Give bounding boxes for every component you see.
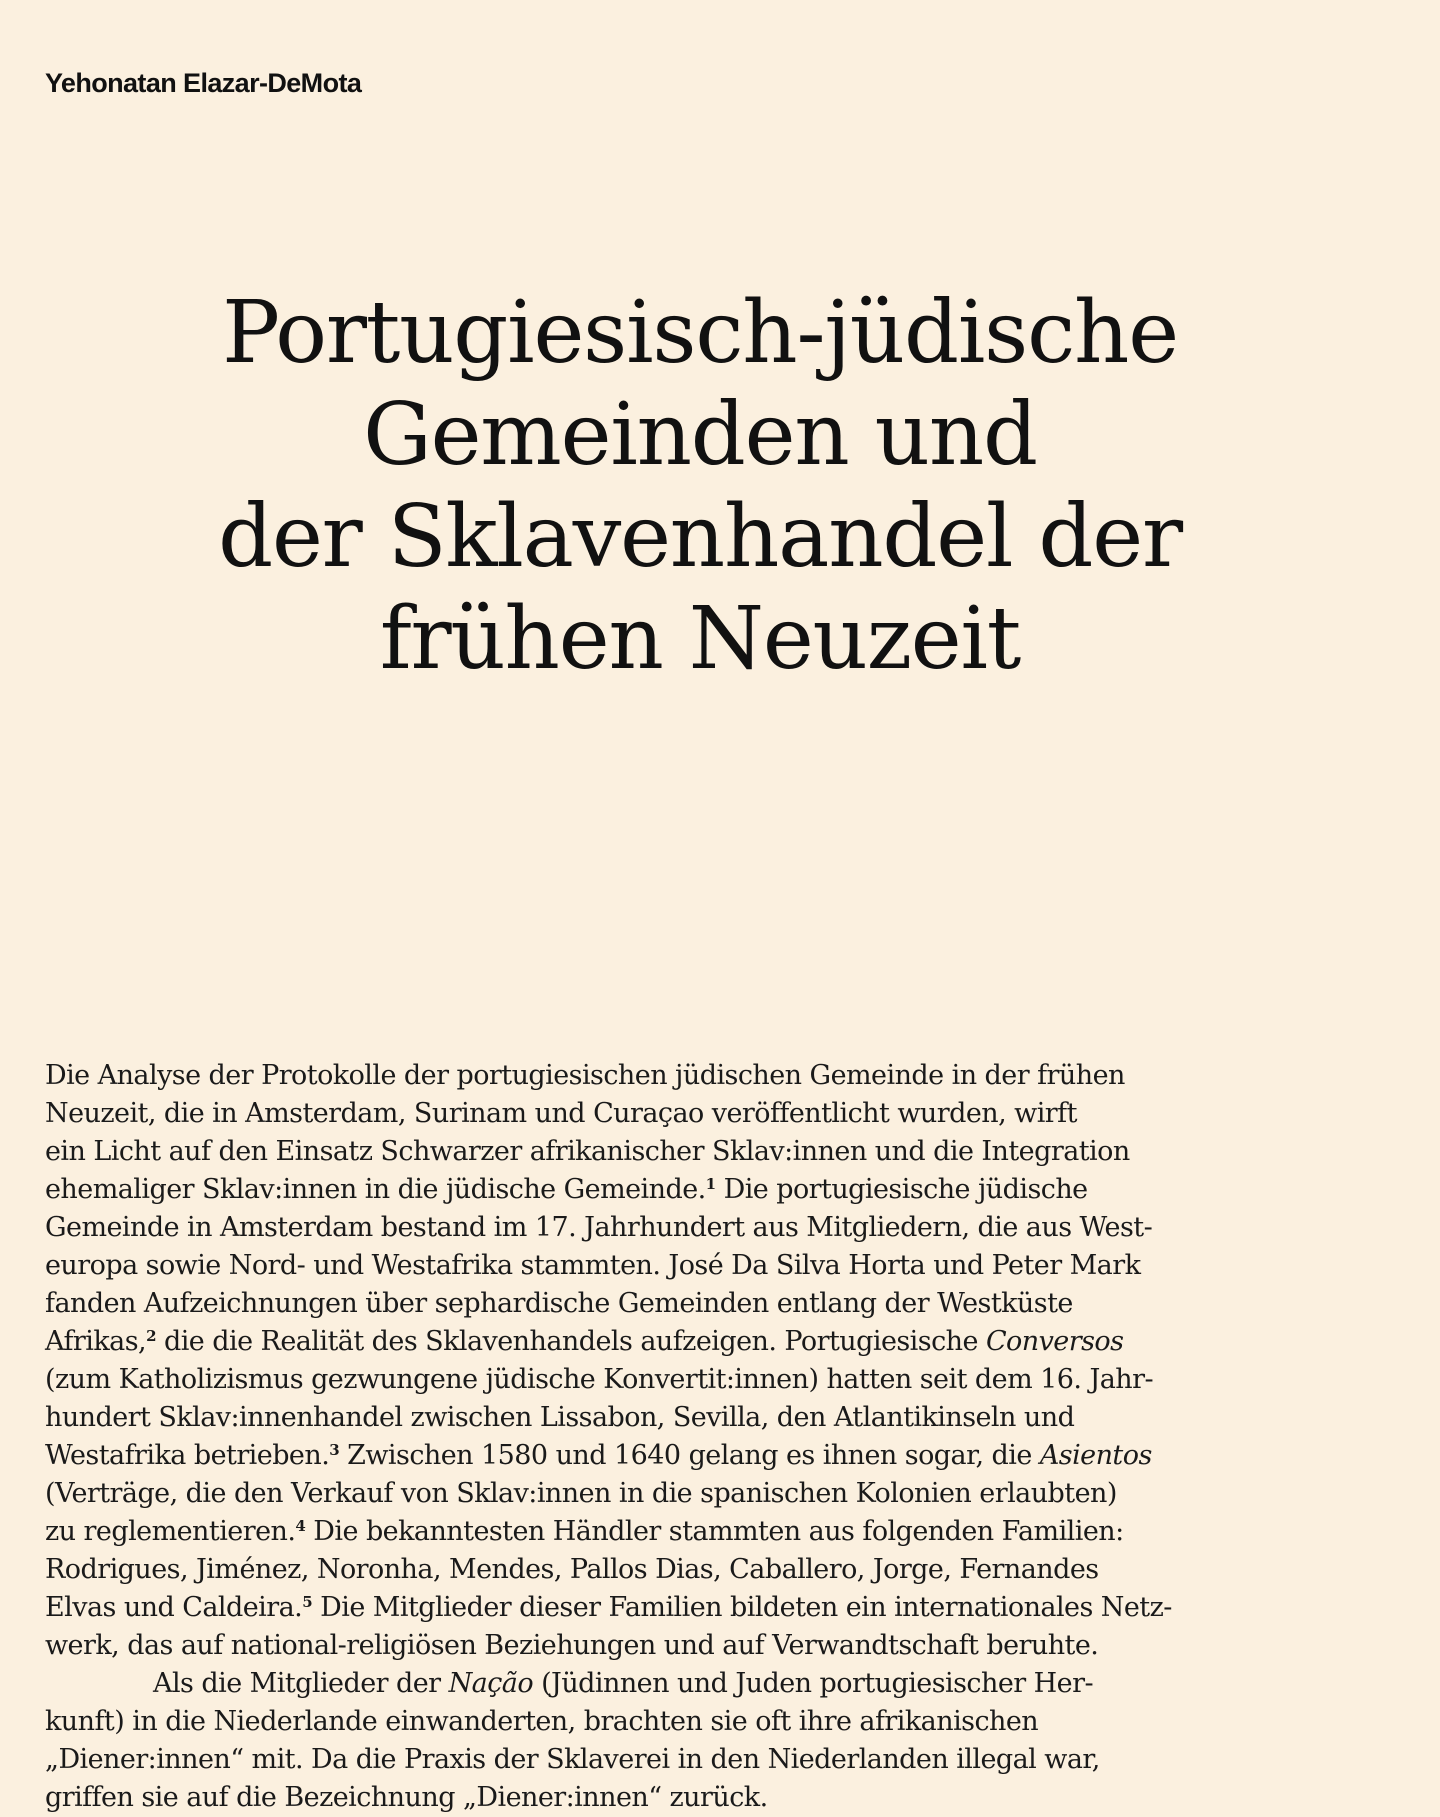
- footnote-marker: 2: [146, 1327, 156, 1345]
- paragraph-start-line: [45, 1665, 1405, 1703]
- author-name: Yehonatan Elazar-DeMota: [45, 68, 362, 98]
- line-text: Die Mitglieder dieser Familien bildeten ein internationales Netz-: [312, 1592, 1172, 1623]
- body-line: griffen sie auf die Bezeichnung „Diener:innen“ zurück.: [45, 1782, 768, 1813]
- italic-term: Conversos: [985, 1326, 1124, 1357]
- title-line: der Sklavenhandel der: [218, 487, 1182, 587]
- line-text: Elvas und Caldeira.: [45, 1592, 303, 1623]
- article-title: [0, 282, 1400, 690]
- title-line: frühen Neuzeit: [379, 589, 1021, 689]
- body-line: Die Analyse der Protokolle der portugiesischen jüdischen Gemeinde in der frühen: [45, 1060, 1125, 1091]
- line-text: Als die Mitglieder der: [153, 1668, 449, 1699]
- body-line: (zum Katholizismus gezwungene jüdische Konvertit:innen) hatten seit dem 16. Jahr-: [45, 1364, 1154, 1395]
- title-line: Gemeinden und: [363, 385, 1037, 485]
- line-text: die die Realität des Sklavenhandels aufzeigen. Portugiesische: [155, 1326, 986, 1357]
- body-line: ein Licht auf den Einsatz Schwarzer afrikanischer Sklav:innen und die Integration: [45, 1136, 1130, 1167]
- footnote-marker: 1: [705, 1175, 716, 1193]
- footnote-marker: 3: [329, 1441, 340, 1459]
- line-text: zu reglementieren.: [45, 1516, 296, 1547]
- italic-term: Asientos: [1039, 1440, 1152, 1471]
- body-line: Neuzeit, die in Amsterdam, Surinam und Curaçao veröffentlicht wurden, wirft: [45, 1098, 1077, 1129]
- body-line: (Verträge, die den Verkauf von Sklav:innen in die spanischen Kolonien erlaubten): [45, 1478, 1117, 1509]
- footnote-marker: 4: [295, 1517, 306, 1535]
- italic-term: Nação: [448, 1668, 534, 1699]
- body-line: „Diener:innen“ mit. Da die Praxis der Sklaverei in den Niederlanden illegal war,: [45, 1744, 1100, 1775]
- body-line: [45, 1323, 1405, 1361]
- footnote-marker: 5: [302, 1593, 313, 1611]
- line-text: Zwischen 1580 und 1640 gelang es ihnen sogar, die: [339, 1440, 1040, 1471]
- body-line: kunft) in die Niederlande einwanderten, brachten sie oft ihre afrikanischen: [45, 1706, 1039, 1737]
- body-line: [45, 1513, 1405, 1551]
- body-line: fanden Aufzeichnungen über sephardische Gemeinden entlang der Westküste: [45, 1288, 1073, 1319]
- line-text: Westafrika betrieben.: [45, 1440, 330, 1471]
- body-line: Rodrigues, Jiménez, Noronha, Mendes, Pallos Dias, Caballero, Jorge, Fernandes: [45, 1554, 1099, 1585]
- body-line: hundert Sklav:innenhandel zwischen Lissabon, Sevilla, den Atlantikinseln und: [45, 1402, 1075, 1433]
- body-line: europa sowie Nord- und Westafrika stammten. José Da Silva Horta und Peter Mark: [45, 1250, 1141, 1281]
- article-body: [45, 1057, 1405, 1817]
- body-line: [45, 1589, 1405, 1627]
- body-line: Gemeinde in Amsterdam bestand im 17. Jahrhundert aus Mitgliedern, die aus West-: [45, 1212, 1153, 1243]
- title-line: Portugiesisch-jüdische: [222, 283, 1178, 383]
- line-text: Afrikas,: [45, 1326, 147, 1357]
- line-text: (Jüdinnen und Juden portugiesischer Her-: [533, 1668, 1094, 1699]
- body-line: [45, 1171, 1405, 1209]
- line-text: Die portugiesische jüdische: [715, 1174, 1088, 1205]
- line-text: Die bekanntesten Händler stammten aus folgenden Familien:: [305, 1516, 1124, 1547]
- body-line: werk, das auf national-religiösen Beziehungen und auf Verwandtschaft beruhte.: [45, 1630, 1099, 1661]
- body-line: [45, 1437, 1405, 1475]
- line-text: ehemaliger Sklav:innen in die jüdische Gemeinde.: [45, 1174, 706, 1205]
